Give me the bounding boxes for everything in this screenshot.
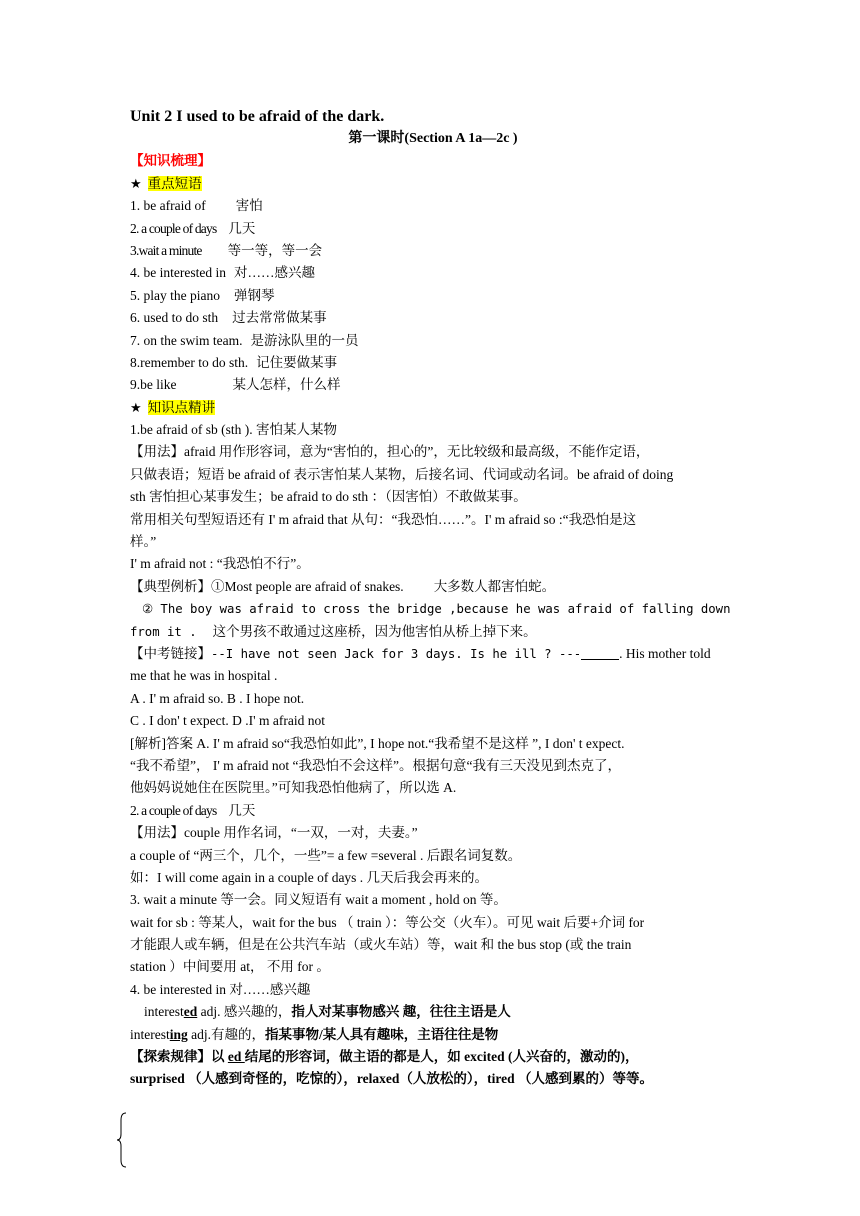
exam-options: A . I' m afraid so. B . I hope not.: [130, 690, 305, 706]
point-3-line: wait for sb : 等某人，wait for the bus （ train ）：等公交（火车）。可见 wait 后要+介词 for: [130, 914, 645, 930]
point-3-line: station ）中间要用 at， 不用 for 。: [130, 959, 330, 975]
section-knowledge-heading: 【知识梳理】: [130, 153, 211, 169]
phrase-item: 9.be like 某人怎样，什么样: [130, 377, 341, 393]
exam-analysis: [解析]答案 A. I' m afraid so“我恐怕如此”, I hope not.“我希望不是这样 ”, I don' t expect.: [130, 735, 625, 751]
point-1-usage: 只做表语；短语 be afraid of 表示害怕某人某物，后接名词、代词或动名词。be afraid of doing: [130, 466, 674, 482]
phrase-item: 4. be interested in 对……感兴趣: [130, 265, 315, 281]
star-icon: ★: [130, 176, 142, 192]
point-2-usage: 【用法】couple 用作名词，“一双，一对，夫妻。”: [130, 825, 418, 841]
lesson-subtitle: 第一课时(Section A 1a—2c ): [348, 131, 518, 146]
phrase-item: 3.wait a minute 等一等，等一会: [130, 242, 323, 258]
point-3-title: 3. wait a minute 等一会。同义短语有 wait a moment , hold on 等。: [130, 892, 507, 908]
point-2-line: a couple of “两三个，几个，一些”= a few =several . 后跟名词复数。: [130, 847, 522, 863]
exam-analysis: “我不希望”， I' m afraid not “我恐怕不会这样”。根据句意“我有三天没见到杰克了，: [130, 757, 621, 773]
point-1-example: 【典型例析】①Most people are afraid of snakes. 大多数人都害怕蛇。: [130, 578, 556, 594]
phrase-item: 5. play the piano 弹钢琴: [130, 287, 275, 303]
star-icon: ★: [130, 400, 142, 416]
phrase-item: 2. a couple of days 几天: [130, 220, 256, 236]
point-4-rule: surprised （人感到奇怪的，吃惊的），relaxed（人放松的），tired （人感到累的）等等。: [130, 1071, 653, 1087]
point-2-line: 如：I will come again in a couple of days . 几天后我会再来的。: [130, 869, 489, 885]
phrase-item: 1. be afraid of 害怕: [130, 198, 263, 214]
phrase-item: 8.remember to do sth. 记住要做某事: [130, 354, 338, 370]
phrase-item: 6. used to do sth 过去常常做某事: [130, 310, 327, 326]
point-1-title: 1.be afraid of sb (sth ). 害怕某人某物: [130, 422, 337, 438]
point-1-example-2-cont: from it . 这个男孩不敢通过这座桥，因为他害怕从桥上掉下来。: [130, 623, 537, 639]
phrases-heading: 重点短语: [147, 175, 202, 191]
point-4-interested-line: interested adj. 感兴趣的，指人对某事物感兴 趣，往往主语是人: [144, 1004, 511, 1020]
points-heading-row: [130, 397, 736, 419]
phrase-item: 7. on the swim team. 是游泳队里的一员: [130, 332, 359, 348]
point-3-line: 才能跟人或车辆，但是在公共汽车站（或火车站）等，wait 和 the bus stop (或 the train: [130, 937, 632, 953]
phrases-heading-row: [130, 173, 736, 195]
point-1-usage: I' m afraid not : “我恐怕不行”。: [130, 556, 310, 572]
exam-link-question: 【中考链接】--I have not seen Jack for 3 days. Is he ill ? --- . His mother told: [130, 645, 711, 661]
exam-options: C . I don' t expect. D .I' m afraid not: [130, 713, 325, 729]
point-4-title: 4. be interested in 对……感兴趣: [130, 981, 311, 997]
point-1-usage: 常用相关句型短语还有 I' m afraid that 从句：“我恐怕……”。I' m afraid so :“我恐怕是这: [130, 511, 637, 527]
point-1-usage: sth 害怕担心某事发生；be afraid to do sth ：（因害怕）不敢做某事。: [130, 489, 527, 505]
exam-analysis: 他妈妈说她住在医院里。”可知我恐怕他病了，所以选 A.: [130, 780, 457, 796]
point-2-title: 2. a couple of days 几天: [130, 802, 256, 818]
point-1-usage: 样。”: [130, 534, 157, 550]
point-1-usage: 【用法】afraid 用作形容词，意为“害怕的，担心的”，无比较级和最高级，不能作定语，: [130, 444, 650, 460]
point-4-rule: 【探索规律】以 ed 结尾的形容词，做主语的都是人，如 excited (人兴奋的，激动的)，: [130, 1049, 639, 1065]
exam-link-question-cont: me that he was in hospital .: [130, 668, 278, 684]
points-heading: 知识点精讲: [147, 399, 216, 415]
unit-title: Unit 2 I used to be afraid of the dark.: [130, 108, 385, 125]
document-page: [130, 106, 736, 1091]
answer-blank: [581, 645, 619, 660]
curly-brace-icon: [116, 1112, 128, 1168]
point-4-interesting-line: interesting adj.有趣的，指某事物/某人具有趣味，主语往往是物: [130, 1026, 499, 1042]
point-1-example-2: ② The boy was afraid to cross the bridge ,because he was afraid of falling down: [142, 602, 731, 617]
